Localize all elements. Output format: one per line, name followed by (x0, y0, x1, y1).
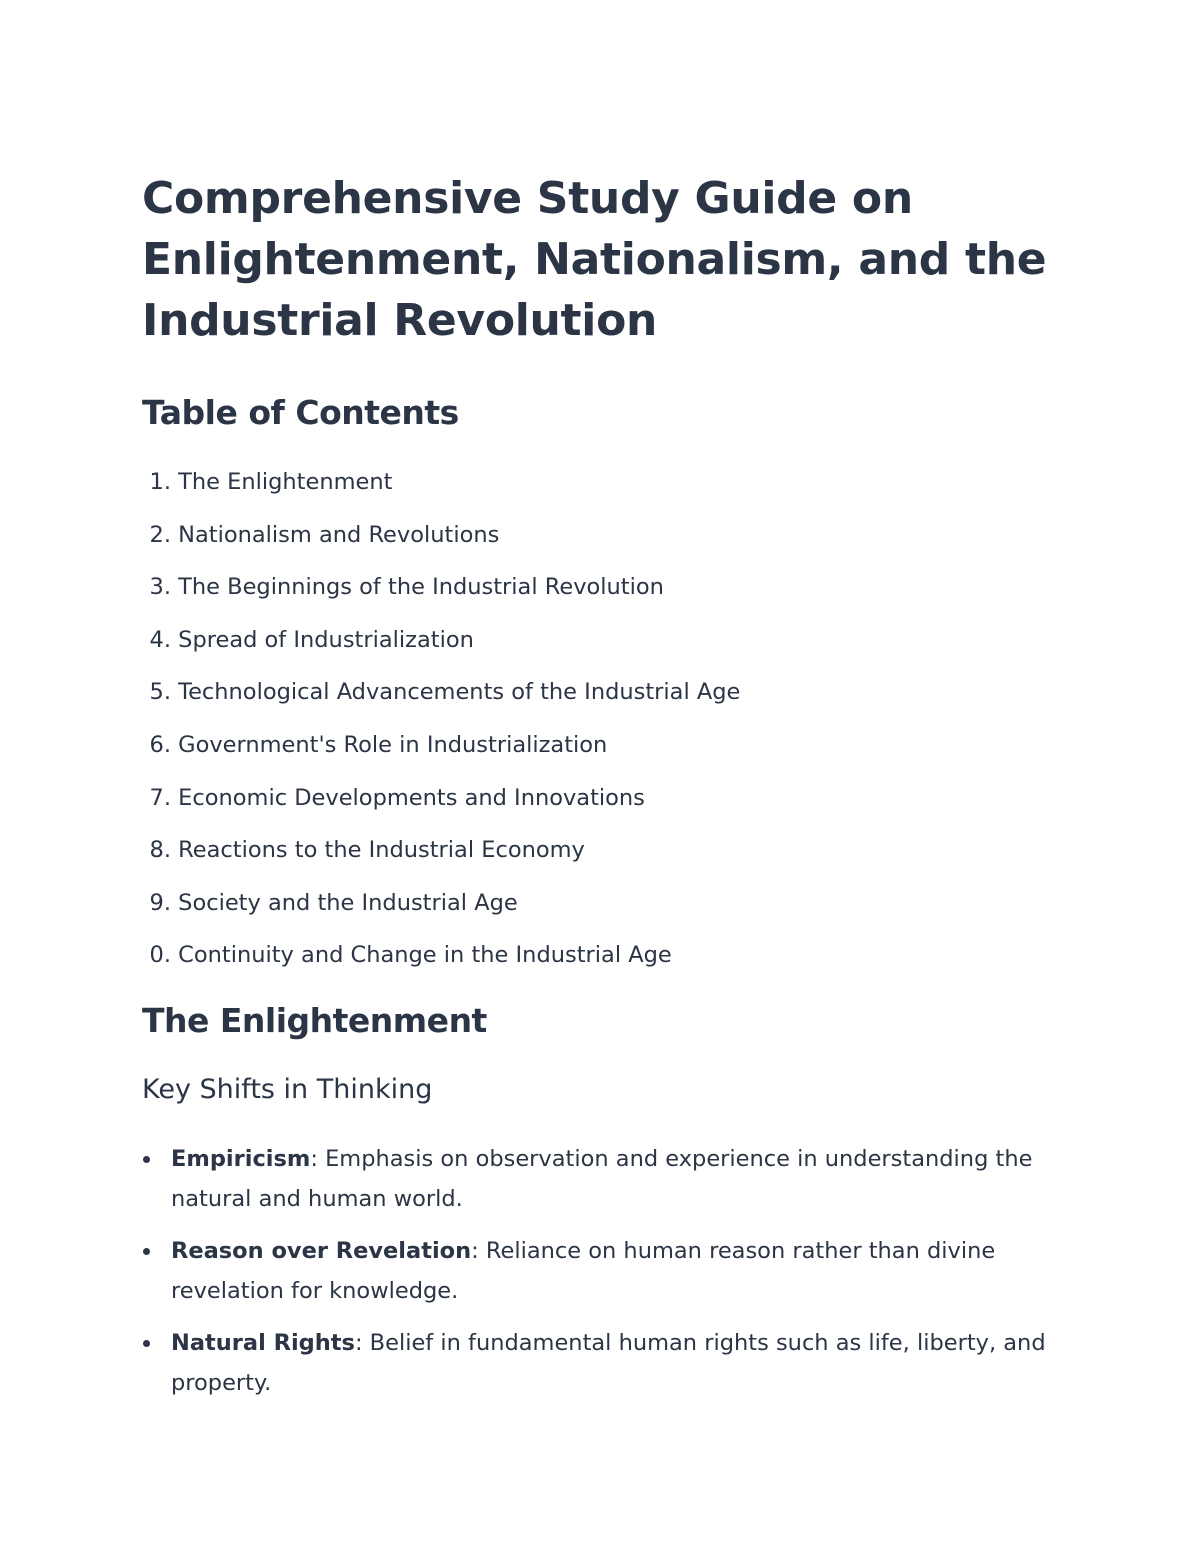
toc-item (142, 467, 1082, 497)
toc-item-number: 4. (149, 626, 171, 653)
bullet-icon (143, 1156, 150, 1163)
toc-item-label: The Enlightenment (178, 469, 393, 495)
toc-item-number: 2. (149, 521, 171, 548)
toc-item (142, 888, 1082, 918)
subheading-key-shifts: Key Shifts in Thinking (142, 1074, 433, 1106)
toc-item-label: Government's Role in Industrialization (178, 731, 608, 758)
bullet-text: : Belief in fundamental human rights such as life, liberty, and property. (171, 1330, 1046, 1397)
toc-item-number: 9. (149, 889, 171, 916)
list-item (142, 1231, 1082, 1311)
list-item (142, 1323, 1082, 1403)
toc-item (142, 520, 1082, 550)
document-page (142, 168, 1082, 1415)
bullet-text: : Emphasis on observation and experience in understanding the natural and human world. (171, 1146, 1033, 1213)
toc-item (142, 625, 1082, 655)
toc-item-label: Spread of Industrialization (178, 626, 474, 653)
toc-item-number: 1. (149, 469, 171, 495)
toc-item (142, 730, 1082, 760)
bullet-icon (143, 1248, 150, 1255)
toc-item (142, 572, 1082, 602)
document-title: Comprehensive Study Guide on Enlightenment, Nationalism, and the Industrial Revolution (142, 173, 1047, 346)
toc-item (142, 835, 1082, 865)
toc-item-label: Reactions to the Industrial Economy (178, 837, 585, 864)
toc-item-number: 8. (149, 837, 171, 864)
toc-item (142, 940, 1082, 970)
toc-item-number: 3. (149, 574, 171, 601)
bullet-term: Empiricism (171, 1146, 311, 1173)
key-shifts-list (142, 1139, 1082, 1403)
list-item (142, 1139, 1082, 1219)
toc-item-number: 6. (149, 731, 171, 758)
toc-item-label: Economic Developments and Innovations (178, 784, 645, 811)
toc-item-label: Continuity and Change in the Industrial Age (178, 942, 672, 969)
toc-item-number: 5. (149, 679, 171, 706)
section-heading-enlightenment: The Enlightenment (142, 1001, 487, 1041)
toc-item-label: Nationalism and Revolutions (178, 521, 500, 548)
toc-item-label: The Beginnings of the Industrial Revolution (178, 574, 664, 601)
toc-heading: Table of Contents (142, 393, 459, 432)
bullet-term: Reason over Revelation (171, 1238, 472, 1265)
toc-item (142, 677, 1082, 707)
toc-item-number: 7. (149, 784, 171, 811)
toc-item-label: Technological Advancements of the Industrial Age (178, 679, 741, 706)
bullet-text: : Reliance on human reason rather than divine revelation for knowledge. (171, 1238, 996, 1305)
toc-item (142, 783, 1082, 813)
table-of-contents (142, 467, 1082, 970)
bullet-term: Natural Rights (171, 1330, 355, 1357)
toc-item-label: Society and the Industrial Age (178, 889, 518, 916)
bullet-icon (143, 1340, 150, 1347)
toc-item-number: 0. (149, 942, 171, 969)
